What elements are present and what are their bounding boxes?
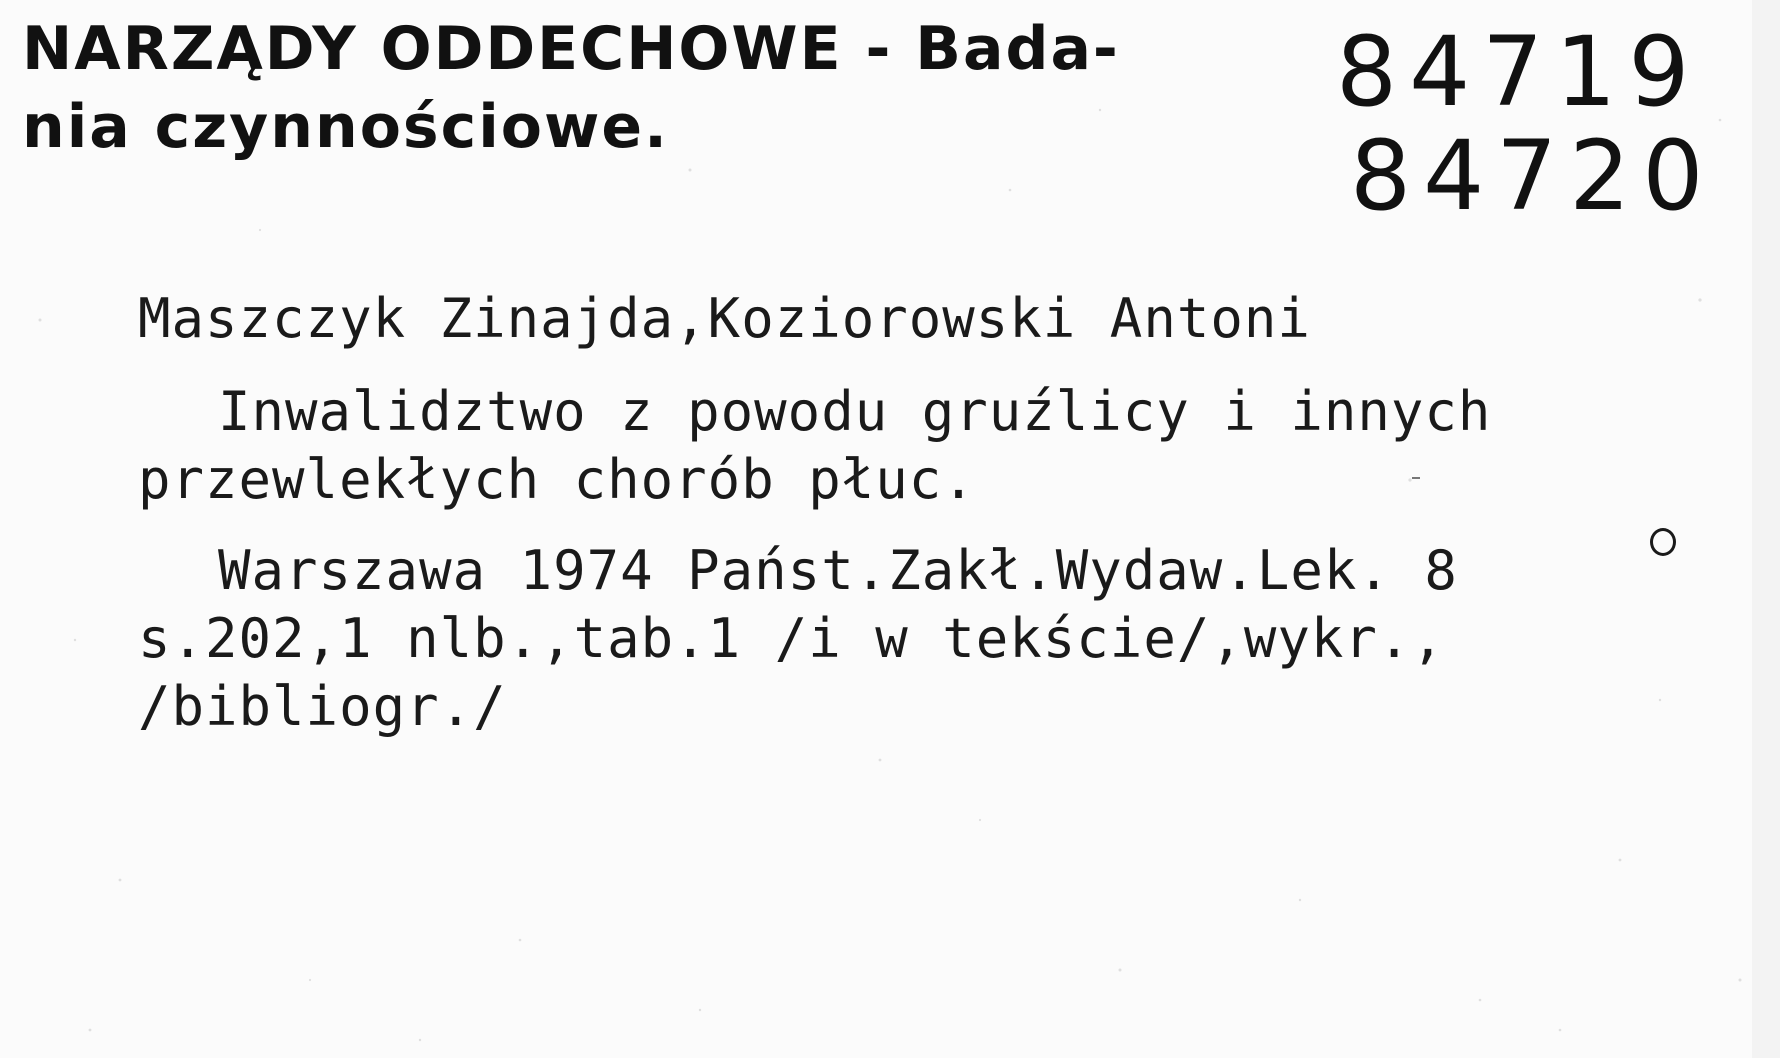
subject-heading-continuation: nia czynnościowe. [22,92,669,162]
card-edge-shadow [1752,0,1780,1058]
notes-line: /bibliogr./ [138,675,507,738]
degree-mark [1650,528,1676,556]
title-line: przewlekłych chorób płuc. [138,448,976,511]
title-line: Inwalidztwo z powodu gruźlicy i innych [218,380,1492,443]
call-number: 84720 [1350,120,1716,232]
call-number: 84719 [1336,16,1702,128]
collation-line: s.202,1 nlb.,tab.1 /i w tekście/,wykr., [138,607,1445,670]
authors-line: Maszczyk Zinajda,Koziorowski Antoni [138,287,1311,350]
imprint-line: Warszawa 1974 Państ.Zakł.Wydaw.Lek. 8 [218,539,1458,602]
subject-heading: NARZĄDY ODDECHOWE - Bada- [22,14,1120,84]
